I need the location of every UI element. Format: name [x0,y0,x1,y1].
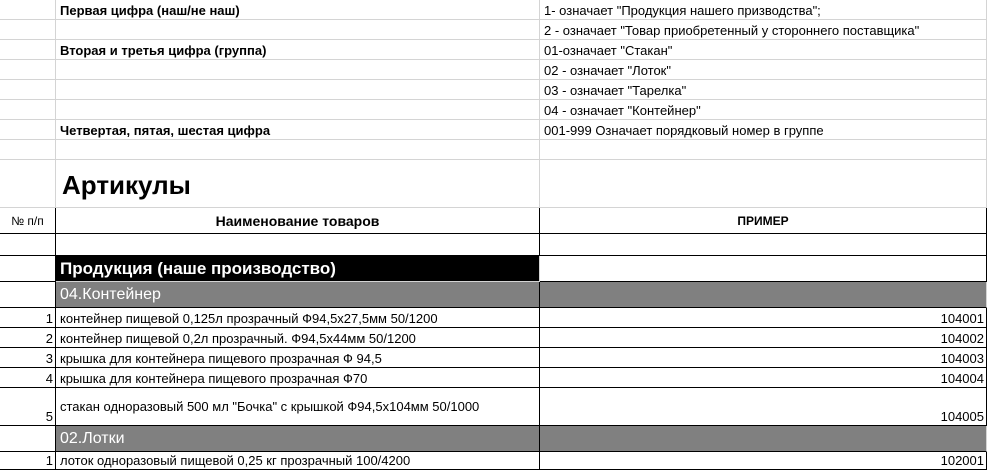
cell[interactable] [0,40,56,60]
legend-label[interactable] [56,100,540,120]
cell[interactable] [0,60,56,80]
legend-label[interactable]: Вторая и третья цифра (группа) [56,40,540,60]
legend-row [0,80,987,100]
row-num[interactable]: 1 [0,308,56,328]
empty-row [0,234,987,256]
cell[interactable] [540,234,987,256]
row-code[interactable]: 104003 [540,348,987,368]
group-fill[interactable] [540,426,987,452]
header-example[interactable]: ПРИМЕР [540,208,987,234]
cell[interactable] [540,160,987,208]
table-row [0,308,987,328]
row-num[interactable]: 1 [0,452,56,470]
table-row [0,388,987,426]
legend-label[interactable]: Четвертая, пятая, шестая цифра [56,120,540,140]
table-row [0,368,987,388]
cell[interactable] [56,140,540,160]
table-row [0,452,987,470]
legend-label[interactable]: Первая цифра (наш/не наш) [56,0,540,20]
legend-row [0,40,987,60]
row-name[interactable]: крышка для контейнера пищевого прозрачная Ф 94,5 [56,348,540,368]
legend-desc[interactable]: 01-означает "Стакан" [540,40,987,60]
legend-desc[interactable]: 001-999 Означает порядковый номер в группе [540,120,987,140]
row-name[interactable]: стакан одноразовый 500 мл "Бочка" с крышкой Ф94,5х104мм 50/1000 [56,388,540,426]
cell[interactable] [0,0,56,20]
cell[interactable] [0,20,56,40]
legend-label[interactable] [56,60,540,80]
row-code[interactable]: 104001 [540,308,987,328]
group-row [0,426,987,452]
row-num[interactable]: 2 [0,328,56,348]
row-code[interactable]: 104005 [540,388,987,426]
legend-desc[interactable]: 2 - означает "Товар приобретенный у стороннего поставщика" [540,20,987,40]
table-header [0,208,987,234]
legend-label[interactable] [56,20,540,40]
legend-desc[interactable]: 1- означает "Продукция нашего призводства"; [540,0,987,20]
cell[interactable] [0,282,56,308]
row-num[interactable]: 3 [0,348,56,368]
legend-row [0,60,987,80]
legend-desc[interactable]: 04 - означает "Контейнер" [540,100,987,120]
group-title[interactable]: 04.Контейнер [56,282,540,308]
cell[interactable] [0,426,56,452]
table-row [0,348,987,368]
legend-desc[interactable]: 02 - означает "Лоток" [540,60,987,80]
header-name[interactable]: Наименование товаров [56,208,540,234]
title-cell[interactable] [56,160,540,208]
legend-row [0,20,987,40]
cell[interactable] [540,140,987,160]
section-row [0,256,987,282]
section-title[interactable]: Продукция (наше производство) [56,256,540,282]
legend-desc[interactable]: 03 - означает "Тарелка" [540,80,987,100]
row-code[interactable]: 102001 [540,452,987,470]
row-name[interactable]: контейнер пищевой 0,2л прозрачный. Ф94,5х44мм 50/1200 [56,328,540,348]
cell[interactable] [0,160,56,208]
page-title: Артикулы [62,169,191,200]
row-name[interactable]: контейнер пищевой 0,125л прозрачный Ф94,5х27,5мм 50/1200 [56,308,540,328]
cell[interactable] [0,100,56,120]
cell[interactable] [0,234,56,256]
legend-row [0,100,987,120]
legend-row [0,0,987,20]
cell[interactable] [56,234,540,256]
legend-row [0,120,987,140]
cell[interactable] [0,80,56,100]
group-fill[interactable] [540,282,987,308]
table-row [0,328,987,348]
row-num[interactable]: 5 [0,388,56,426]
cell[interactable] [0,256,56,282]
row-code[interactable]: 104002 [540,328,987,348]
cell[interactable] [0,140,56,160]
group-title[interactable]: 02.Лотки [56,426,540,452]
header-num[interactable]: № п/п [0,208,56,234]
cell[interactable] [540,256,987,282]
row-name[interactable]: лоток одноразовый пищевой 0,25 кг прозрачный 100/4200 [56,452,540,470]
cell[interactable] [0,120,56,140]
group-row [0,282,987,308]
legend-label[interactable] [56,80,540,100]
row-num[interactable]: 4 [0,368,56,388]
row-code[interactable]: 104004 [540,368,987,388]
title-row [0,160,987,208]
row-name[interactable]: крышка для контейнера пищевого прозрачная Ф70 [56,368,540,388]
empty-row [0,140,987,160]
